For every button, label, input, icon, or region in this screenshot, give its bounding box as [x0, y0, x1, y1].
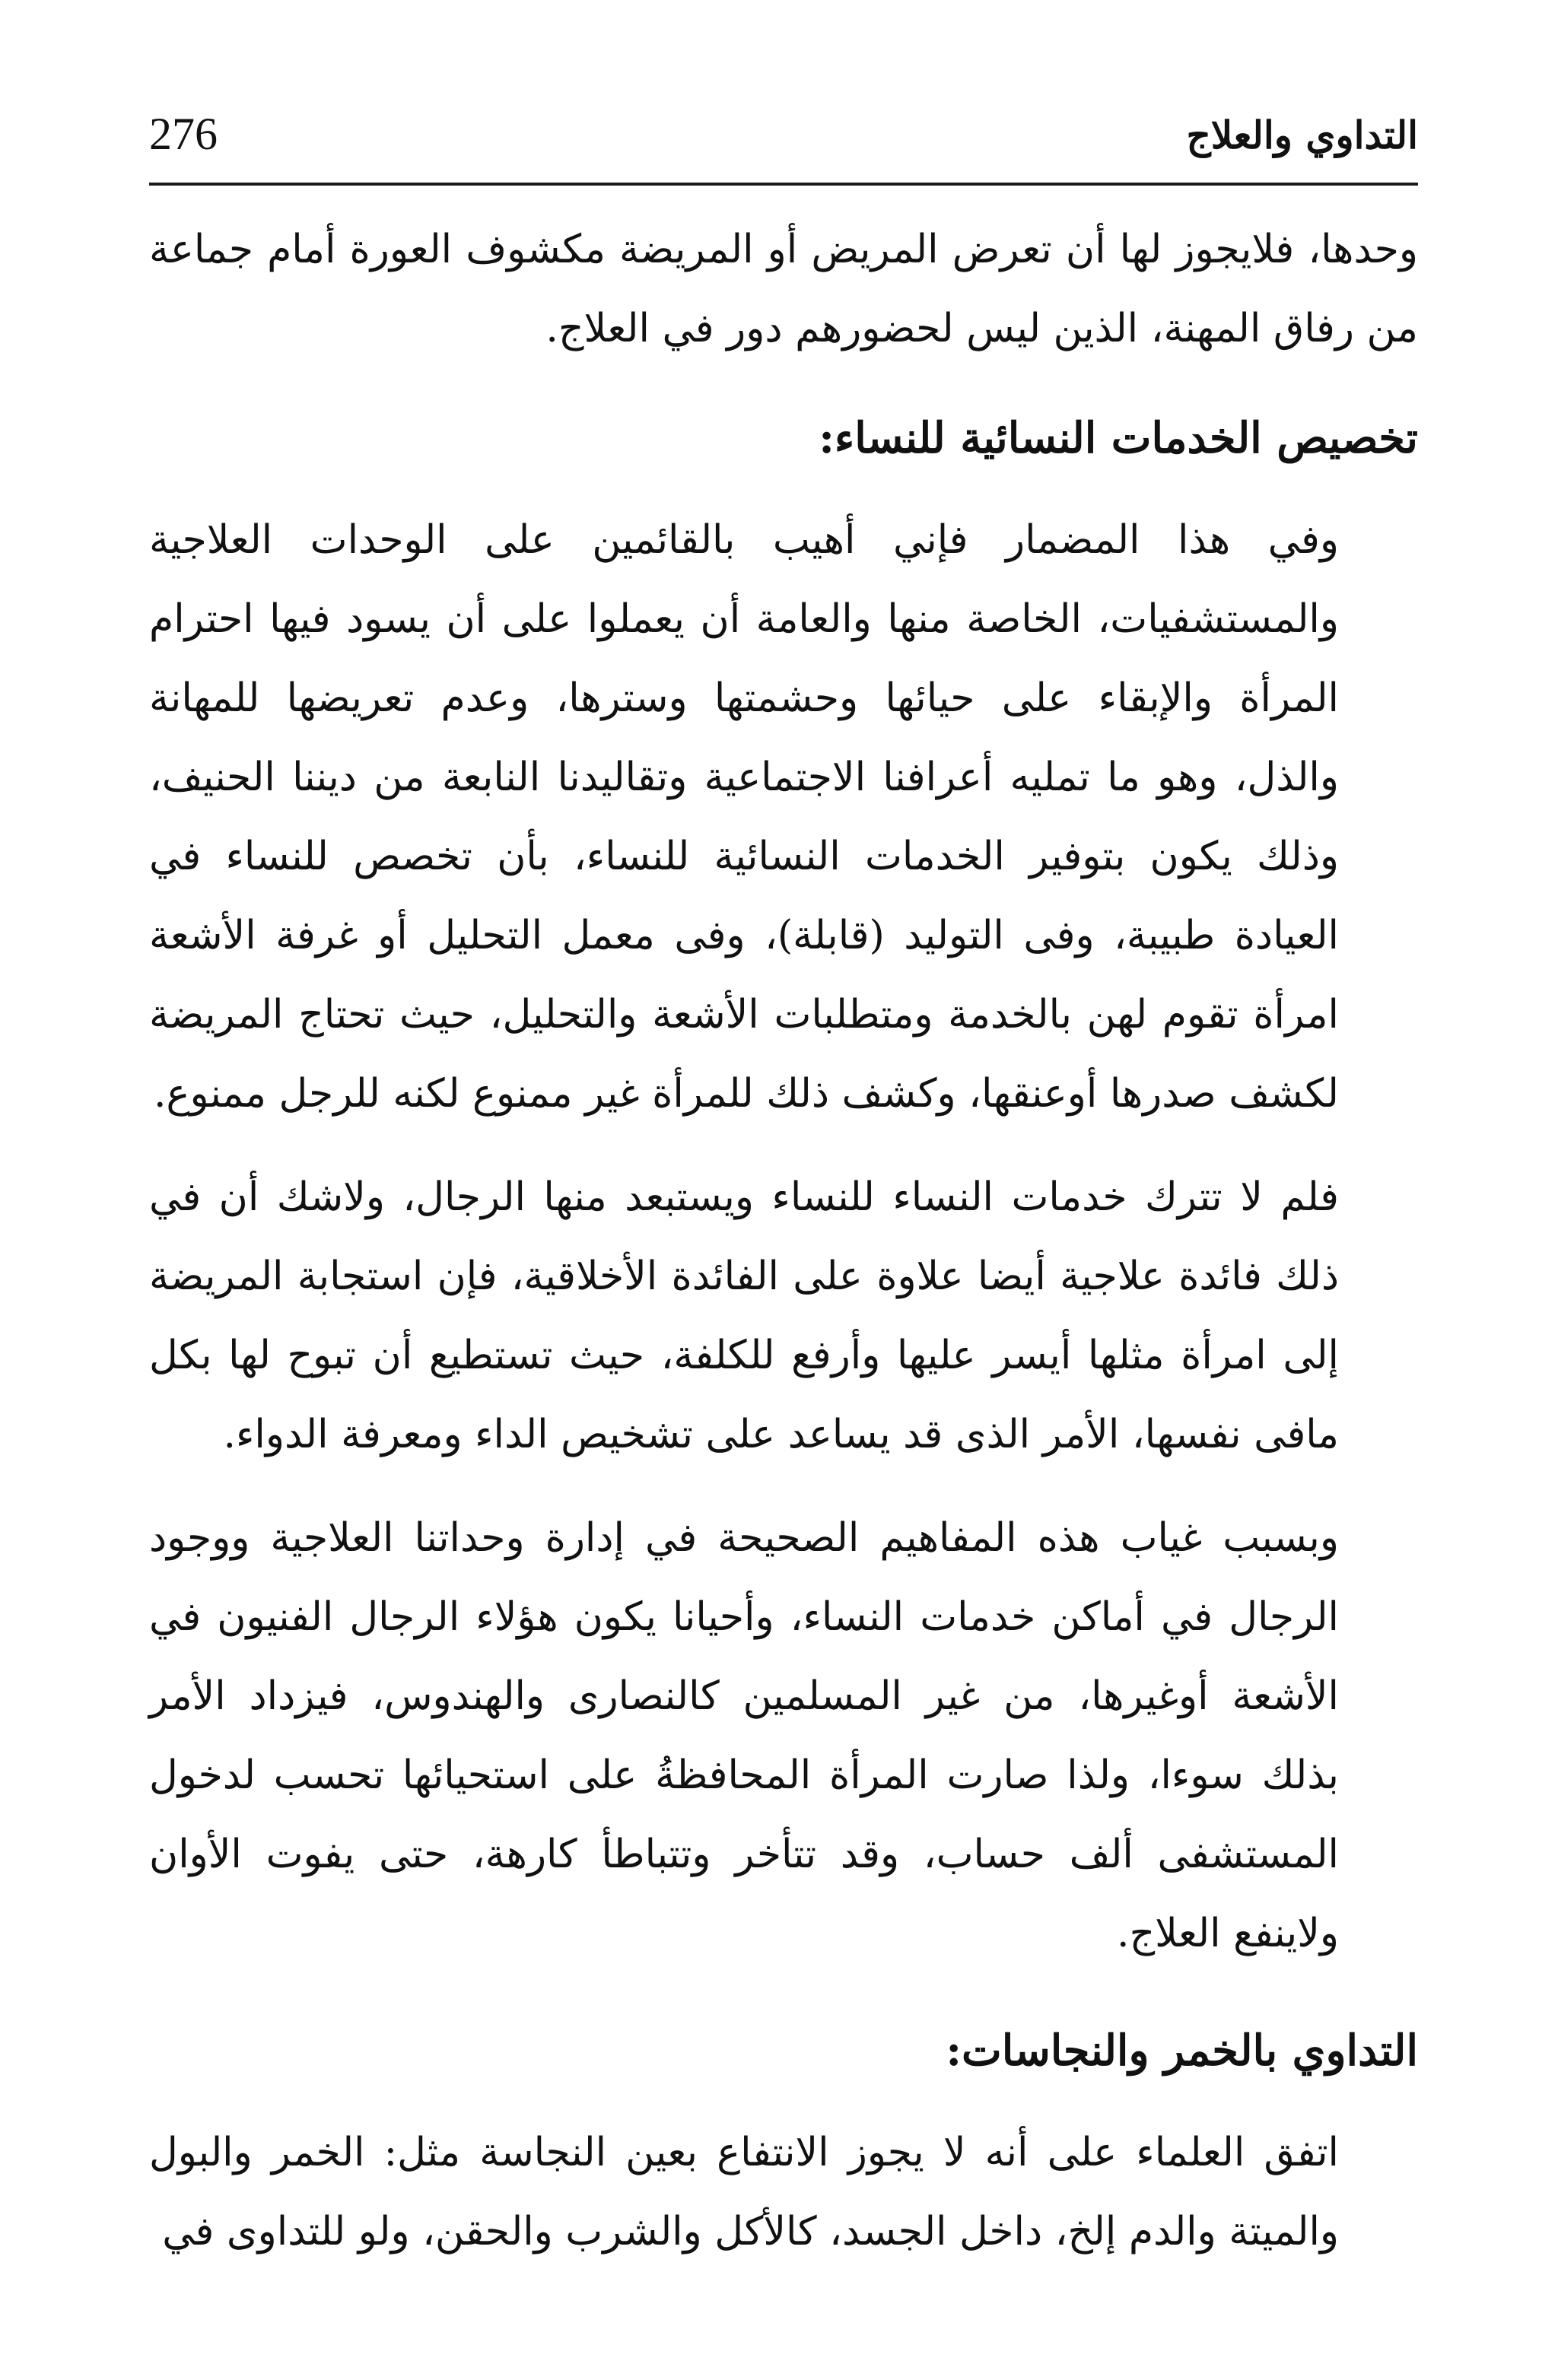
running-header: [149, 99, 1418, 186]
paragraph: فلم لا تترك خدمات النساء للنساء ويستبعد منها الرجال، ولاشك أن في ذلك فائدة علاجية أيضا علاوة على الفائدة الأخلاقية، فإن استجابة المريضة إلى امرأة مثلها أيسر عليها وأرفع للكلفة، حيث تستطيع أن تبوح لها بكل مافى نفسها، الأمر الذى قد يساعد على تشخيص الداء ومعرفة الدواء.: [149, 1174, 1339, 1457]
section-heading-women-services: تخصيص الخدمات النسائية للنساء:: [819, 413, 1418, 463]
chapter-title: التداوي والعلاج: [1186, 113, 1418, 157]
book-page: [149, 99, 1418, 2271]
paragraph: اتفق العلماء على أنه لا يجوز الانتفاع بعين النجاسة مثل: الخمر والبول والميتة والدم إلخ، داخل الجسد، كالأكل والشرب والحقن، ولو للتداوى في: [149, 2130, 1339, 2254]
paragraph-continuation: وحدها، فلايجوز لها أن تعرض المريض أو المريضة مكشوف العورة أمام جماعة من رفاق المهنة، الذين ليس لحضورهم دور في العلاج.: [149, 227, 1418, 351]
paragraph: وبسبب غياب هذه المفاهيم الصحيحة في إدارة وحداتنا العلاجية ووجود الرجال في أماكن خدمات النساء، وأحيانا يكون هؤلاء الرجال الفنيون في الأشعة أوغيرها، من غير المسلمين كالنصارى والهندوس، فيزداد الأمر بذلك سوءا، ولذا صارت المرأة المحافظةُ على استحيائها تحسب لدخول المستشفى ألف حساب، وقد تتأخر وتتباطأ كارهة، حتى يفوت الأوان ولاينفع العلاج.: [149, 1515, 1340, 1956]
page-number: 276: [149, 109, 218, 159]
paragraph: وفي هذا المضمار فإني أهيب بالقائمين على الوحدات العلاجية والمستشفيات، الخاصة منها والعامة أن يعملوا على أن يسود فيها احترام المرأة والإبقاء على حيائها وحشمتها وسترها، وعدم تعريضها للمهانة والذل، وهو ما تمليه أعرافنا الاجتماعية وتقاليدنا النابعة من ديننا الحنيف، وذلك يكون بتوفير الخدمات النسائية للنساء، بأن تخصص للنساء في العيادة طبيبة، وفى التوليد (قابلة)، وفى معمل التحليل أو غرفة الأشعة امرأة تقوم لهن بالخدمة ومتطلبات الأشعة والتحليل، حيث تحتاج المريضة لكشف صدرها أوعنقها، وكشف ذلك للمرأة غير ممنوع لكنه للرجل ممنوع.: [149, 517, 1340, 1117]
section-heading-alcohol-impurities: التداوي بالخمر والنجاسات:: [946, 2026, 1418, 2076]
